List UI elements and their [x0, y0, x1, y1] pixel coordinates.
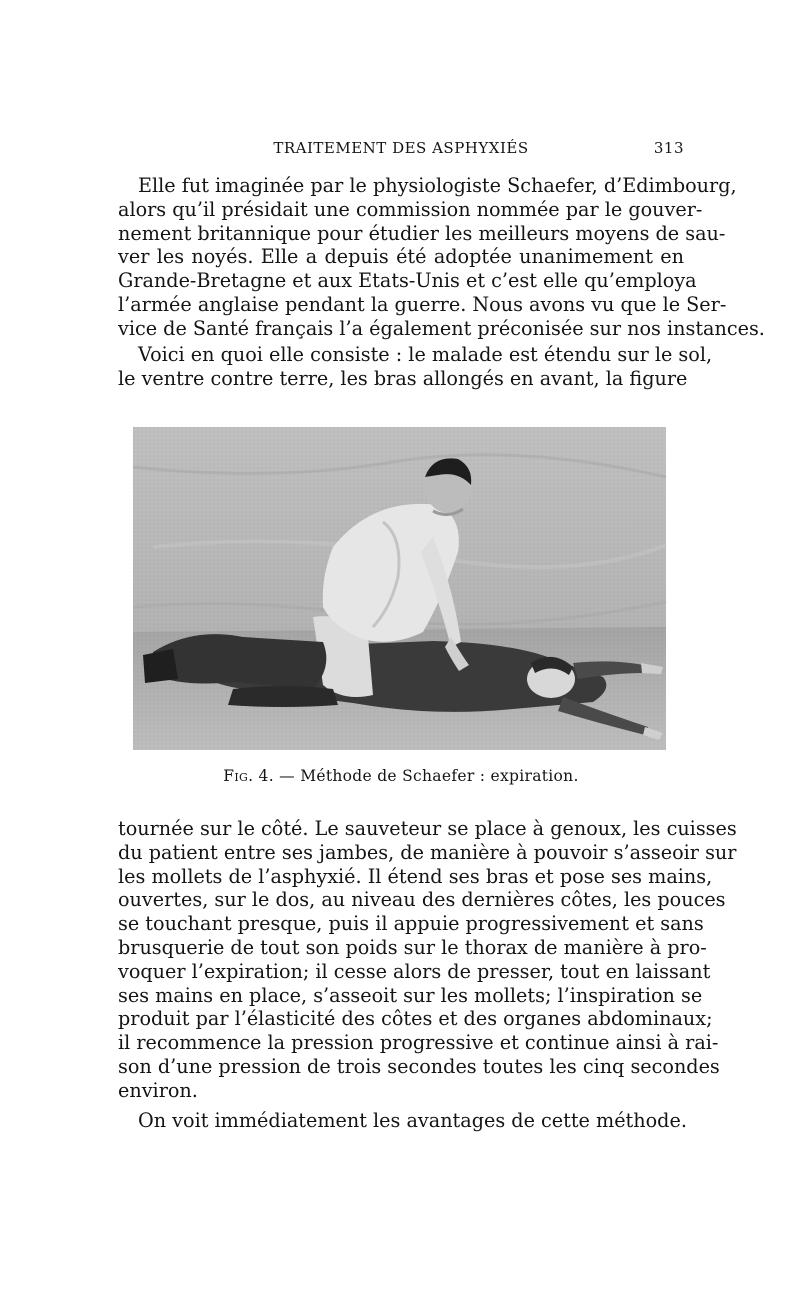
text-line: son d’une pression de trois secondes toutes les cinq secondes [118, 1054, 720, 1078]
figure-photo [133, 427, 666, 750]
text-line: Elle fut imaginée par le physiologiste Schaefer, d’Edimbourg, [138, 174, 737, 197]
paragraph-4 [118, 1109, 687, 1133]
text-line: tournée sur le côté. Le sauveteur se place à genoux, les cuisses [118, 817, 737, 840]
text-line: ouvertes, sur le dos, au niveau des dernières côtes, les pouces [118, 888, 726, 912]
paragraph-2 [118, 343, 713, 391]
text-line: produit par l’élasticité des côtes et des organes abdominaux; [118, 1007, 713, 1031]
text-line: Grande-Bretagne et aux Etats-Unis et c’est elle qu’employa [118, 269, 697, 293]
photo-illustration [133, 427, 666, 750]
text-line: environ. [118, 1078, 198, 1102]
text-line: le ventre contre terre, les bras allongés en avant, la figure [118, 366, 688, 390]
text-line: ses mains en place, s’asseoit sur les mollets; l’inspiration se [118, 983, 703, 1007]
text-line: vice de Santé français l’a également préconisée sur nos instances. [118, 316, 765, 340]
paragraph-3 [118, 817, 737, 1103]
running-header [118, 139, 684, 161]
text-line: il recommence la pression progressive et continue ainsi à rai- [118, 1031, 719, 1055]
text-line: brusquerie de tout son poids sur le thorax de manière à pro- [118, 935, 707, 959]
text-line: nement britannique pour étudier les meilleurs moyens de sau- [118, 221, 726, 245]
running-title: TRAITEMENT DES ASPHYXIÉS [273, 139, 529, 157]
text-line: les mollets de l’asphyxié. Il étend ses bras et pose ses mains, [118, 864, 713, 888]
paragraph-1 [118, 174, 765, 341]
figure-caption-text: — Méthode de Schaefer : expiration. [279, 767, 579, 785]
page-number: 313 [653, 139, 684, 157]
text-line: voquer l’expiration; il cesse alors de presser, tout en laissant [118, 959, 711, 983]
figure-label: Fig. 4. [223, 767, 274, 785]
text-line: du patient entre ses jambes, de manière à pouvoir s’asseoir sur [118, 840, 737, 864]
text-line: Voici en quoi elle consiste : le malade est étendu sur le sol, [138, 343, 713, 366]
figure-caption [118, 767, 684, 785]
text-line: alors qu’il présidait une commission nommée par le gouver- [118, 197, 703, 221]
text-line: l’armée anglaise pendant la guerre. Nous avons vu que le Ser- [118, 292, 727, 316]
text-line: ver les noyés. Elle a depuis été adoptée unanimement en [118, 245, 684, 269]
text-line: se touchant presque, puis il appuie progressivement et sans [118, 912, 704, 936]
text-line: On voit immédiatement les avantages de cette méthode. [138, 1109, 687, 1132]
